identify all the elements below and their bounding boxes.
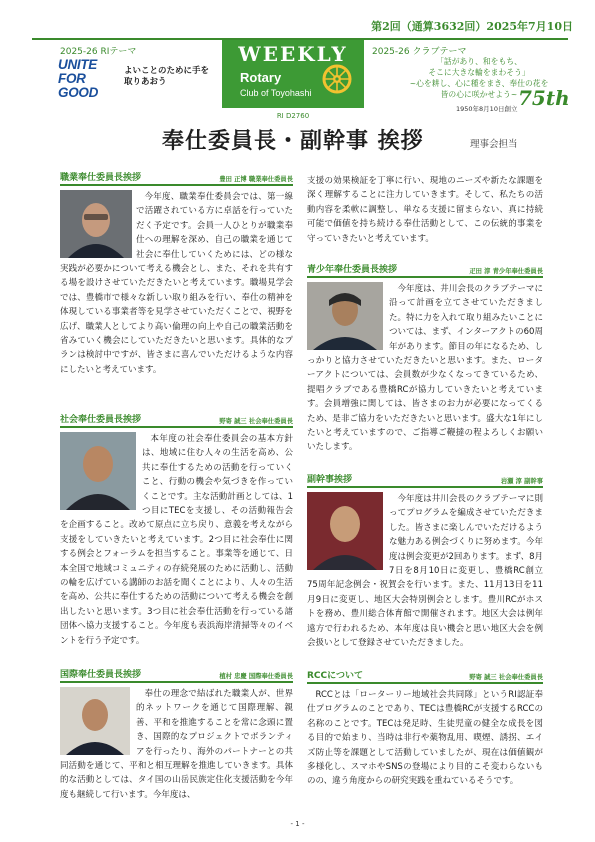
club-theme-label: 2025-26 クラブテーマ xyxy=(372,47,467,57)
section-fukukanji xyxy=(307,474,543,649)
section-kokusai-continued: 支援の効果検証を丁寧に行い、現地のニーズや新たな課題を深く理解することに注力していきます。そして、私たちの活動内容を柔軟に調整し、単なる支援に留まらない、真に持続可能で価値を持ち続ける奉仕活動として、この伝統的事業を守っていきたいと考えています。 xyxy=(307,176,543,244)
section-header xyxy=(60,669,293,683)
section-author: 豊田 正博 職業奉仕委員長 xyxy=(219,176,293,183)
section-body: 本年度の社会奉仕委員会の基本方針は、地域に住む人々の生活を高め、公共に奉仕するための活動を行っていくこと、行動の機会や気づきを作っていくことです。主な活動計画としては、1つ目にTECを支援し、その活動報告会を企画すること。改めて原点に立ち戻り、意義を考えながら支援をしていきたいと考えています。2つ目に社会奉仕に関する例会とフォーラムを担当すること。事業等を通じて、日本全国で地域コミュニティの存続発展のために活動し、活動の輪を広げている講師のお話を聞くことにより、人々の生活を高め、公共に奉仕するための活動について考える機会を創出したいと思います。3つ目に社会奉仕活動を行っている諸団体へ協力支援すること。今年度も表浜海岸清掃等々のイベントを行う予定です。 xyxy=(60,434,293,646)
rotary-wheel-icon xyxy=(322,64,352,94)
weekly-title: WEEKLY xyxy=(238,42,348,66)
section-title: RCCについて xyxy=(307,671,363,681)
unite-tagline: よいことのために手を取りあおう xyxy=(124,66,210,87)
unite-for-good-logo: UNITE FOR GOOD xyxy=(58,57,99,100)
section-header xyxy=(307,670,543,684)
section-author: 野寄 誠三 社会奉仕委員長 xyxy=(469,674,543,681)
anniversary-75-logo: 75th xyxy=(518,86,570,110)
section-rcc xyxy=(307,670,543,787)
section-seishonen xyxy=(307,264,543,453)
club-name: Club of Toyohashi xyxy=(240,88,312,98)
section-title: 職業奉仕委員長挨拶 xyxy=(60,173,142,183)
issue-line: 第2回（通算3632回）2025年7月10日 xyxy=(371,20,573,33)
section-header xyxy=(60,172,293,186)
rotary-wordmark: Rotary xyxy=(240,70,282,85)
section-kokusai xyxy=(60,669,293,800)
section-shokugyo xyxy=(60,172,293,375)
section-body: RCCとは「ローターリー地域社会共同隊」というRI認証奉仕プログラムのことであり、TECは豊橋RCが支援するRCCの名称のことです。TECは発足時、生徒児童の健全な成長を図る目的で始まり、当時は非行や薬物乱用、喫煙、誘拐、エイズ防止等を課題として活動していましたが、現在は価値観が多様化し、スマホやSNSの登場により目的こそ変わらないものの、違う角度からの研究実践を重ねているそうです。 xyxy=(307,690,543,787)
section-title: 国際奉仕委員長挨拶 xyxy=(60,670,142,680)
section-body: 今年度は井川会長のクラブテーマに則ってプログラムを編成させていただきました。皆さまに楽しんでいただけるような魅力ある例会づくりに努めます。今年度は例会変更が2回あります。まず、8月7日を8月10日に変更し、豊橋RC創立75周年記念例会・祝賀会を行います。また、11月13日を11月9日に変更し、地区大会特別例会とします。豊川RCがホストを務め、豊川総合体育館で開催されます。地区大会は例年遠方で行われるため、本年度は良い機会と思い地区大会を例会扱いとして登録させていただきました。 xyxy=(307,494,543,649)
section-body: 今年度は、井川会長のクラブテーマに沿って計画を立てさせていただきました。特に力を入れて取り組みたいことについては、まず、インターアクトの60周年があります。節目の年になるため、しっかりと協力させていただきたいと思います。また、ローターアクトについては、会員数が少なくなってきているため、提唱クラブである豊橋RCが協力していきたいと考えています。会員増強に関しては、皆さまのお力が必要になってくるため、是非ご協力をいただきたいと思います。盛大な1年にしたいと考えていますので、ご指導ご鞭撻の程よろしくお願いいたします。 xyxy=(307,284,543,453)
section-author: 野寄 誠三 社会奉仕委員長 xyxy=(219,418,293,425)
founded-date: 1950年8月10日創立 xyxy=(456,105,518,113)
page-title: 奉仕委員長・副幹事 挨拶 xyxy=(162,129,424,154)
section-title: 青少年奉仕委員長挨拶 xyxy=(307,265,398,275)
section-author: 疋田 淳 青少年奉仕委員長 xyxy=(469,268,543,275)
weekly-masthead xyxy=(222,40,364,108)
section-title: 副幹事挨拶 xyxy=(307,475,353,485)
section-title: 社会奉仕委員長挨拶 xyxy=(60,415,142,425)
section-author: 岩瀬 淳 副幹事 xyxy=(500,478,543,485)
section-body: 奉仕の理念で結ばれた職業人が、世界的ネットワークを通じて国際理解、親善、平和を推進することを常に念頭に置き、国際的なプロジェクトでボランティアを行ったり、海外のパートナーとの共同活動を通じて、平和と相互理解を推進していきます。具体的な活動としては、タイ国の山岳民族定住化支援活動を今年度も継続して行います。今年度は、 xyxy=(60,689,293,800)
club-theme-text: 「話があり、和をもち、 そこに大きな輪をまわそう」 ~心を耕し、心に種をまき、奉仕の花を 皆の心に咲かせよう~ xyxy=(409,57,549,99)
section-header xyxy=(307,264,543,278)
page-subtitle: 理事会担当 xyxy=(470,139,518,150)
section-header xyxy=(60,414,293,428)
section-header xyxy=(307,474,543,488)
section-author: 植村 忠慶 国際奉仕委員長 xyxy=(219,673,293,680)
district-id: RI D2760 xyxy=(276,112,310,120)
page-number: - 1 - xyxy=(290,820,305,828)
ri-theme-label: 2025-26 RIテーマ xyxy=(60,47,137,57)
section-body: 今年度、職業奉仕委員会では、第一線で活躍されている方に卓話を行っていただく予定です。会員一人ひとりが職業奉仕への理解を深め、自己の職業を通じて社会に奉仕していくためには、どの様な実践が必要かについて考える機会とし、また、それを共有する場を設けさせていただきたいと考えています。職場見学会では、豊橋市で様々な新しい取り組みを行い、奉仕の精神を体現している事業者等を見学させていただくことで、視野を広げ、職業人としてより高い倫理の向上や自己の職業活動を省みていく機会にしていただきたいと思います。具体的なプランは検討中ですが、皆さまに喜んでいただけるような内容にしたいと考えています。 xyxy=(60,192,293,375)
section-shakai xyxy=(60,414,293,646)
